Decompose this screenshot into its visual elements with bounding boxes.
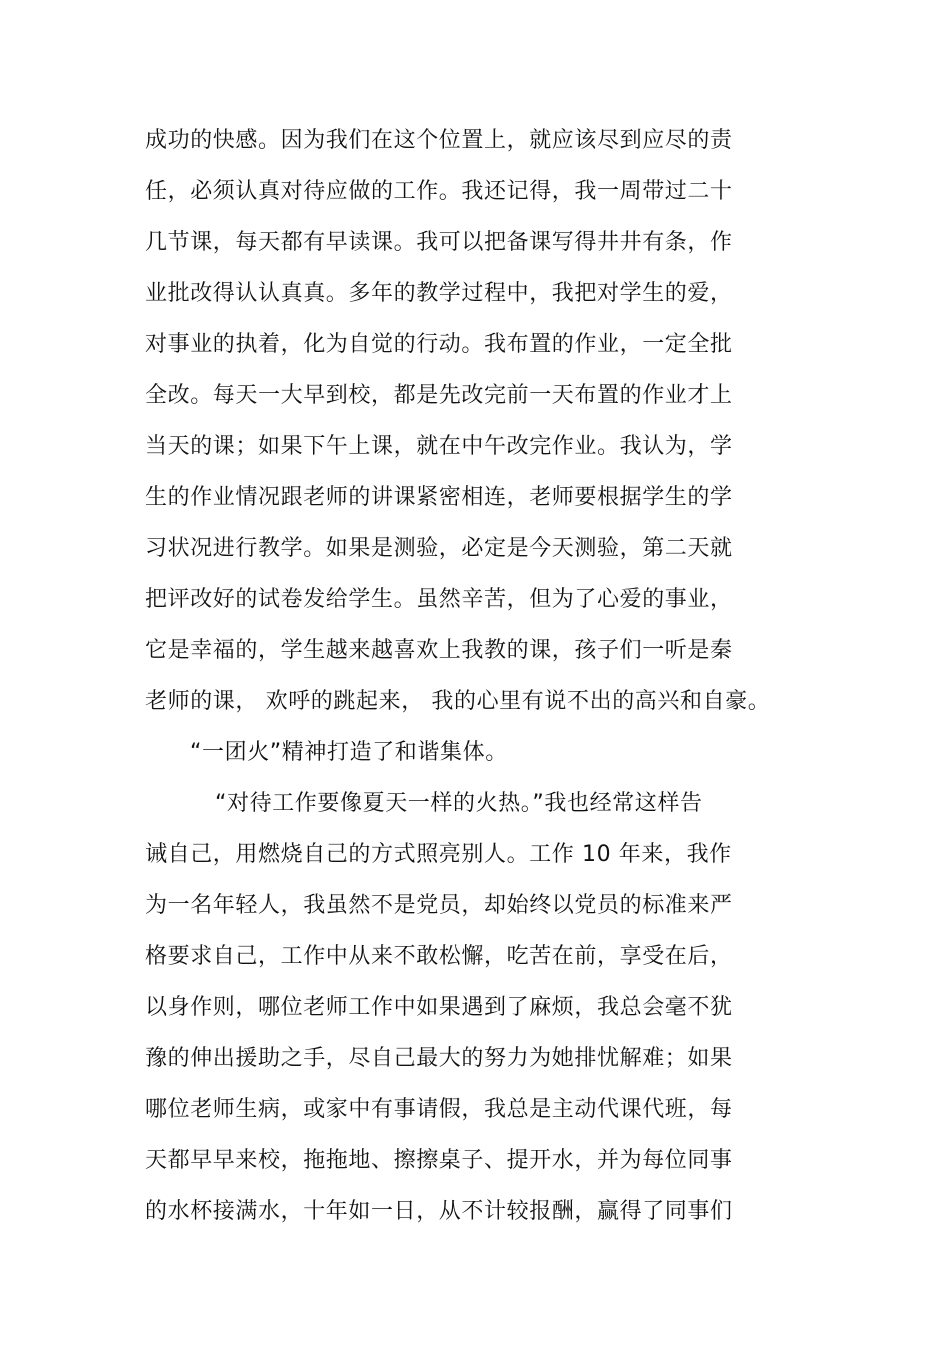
text-line-22: 的水杯接满水，十年如一日，从不计较报酬，赢得了同事们 (145, 1199, 733, 1224)
text-line-15: 诫自己，用燃烧自己的方式照亮别人。工作 10 年来，我作 (145, 842, 732, 867)
section-heading: “一团火”精神打造了和谐集体。 (190, 740, 508, 765)
text-line-3: 几节课，每天都有早读课。我可以把备课写得井井有条，作 (145, 230, 733, 255)
text-line-4: 业批改得认认真真。多年的教学过程中，我把对学生的爱， (145, 281, 733, 306)
text-line-21: 天都早早来校，拖拖地、擦擦桌子、提开水，并为每位同事 (145, 1148, 733, 1173)
text-line-19: 豫的伸出援助之手，尽自己最大的努力为她排忧解难；如果 (145, 1046, 733, 1071)
text-line-17: 格要求自己，工作中从来不敢松懈，吃苦在前，享受在后， (145, 944, 733, 969)
text-line-2: 任，必须认真对待应做的工作。我还记得，我一周带过二十 (145, 179, 733, 204)
text-line-18: 以身作则，哪位老师工作中如果遇到了麻烦，我总会毫不犹 (145, 995, 733, 1020)
text-line-16: 为一名年轻人，我虽然不是党员，却始终以党员的标准来严 (145, 893, 733, 918)
text-line-10: 把评改好的试卷发给学生。虽然辛苦，但为了心爱的事业， (145, 587, 733, 612)
text-line-1: 成功的快感。因为我们在这个位置上，就应该尽到应尽的责 (145, 128, 733, 153)
text-line-11: 它是幸福的，学生越来越喜欢上我教的课，孩子们一听是秦 (145, 638, 733, 663)
text-line-20: 哪位老师生病，或家中有事请假，我总是主动代课代班，每 (145, 1097, 733, 1122)
text-line-9: 习状况进行教学。如果是测验，必定是今天测验，第二天就 (145, 536, 733, 561)
text-line-12: 老师的课， 欢呼的跳起来， 我的心里有说不出的高兴和自豪。 (145, 689, 771, 714)
text-line-6: 全改。每天一大早到校，都是先改完前一天布置的作业才上 (145, 383, 733, 408)
text-line-8: 生的作业情况跟老师的讲课紧密相连，老师要根据学生的学 (145, 485, 733, 510)
text-line-7: 当天的课；如果下午上课，就在中午改完作业。我认为，学 (145, 434, 733, 459)
text-line-14: “对待工作要像夏天一样的火热。”我也经常这样告 (215, 791, 703, 816)
text-line-5: 对事业的执着，化为自觉的行动。我布置的作业，一定全批 (145, 332, 733, 357)
